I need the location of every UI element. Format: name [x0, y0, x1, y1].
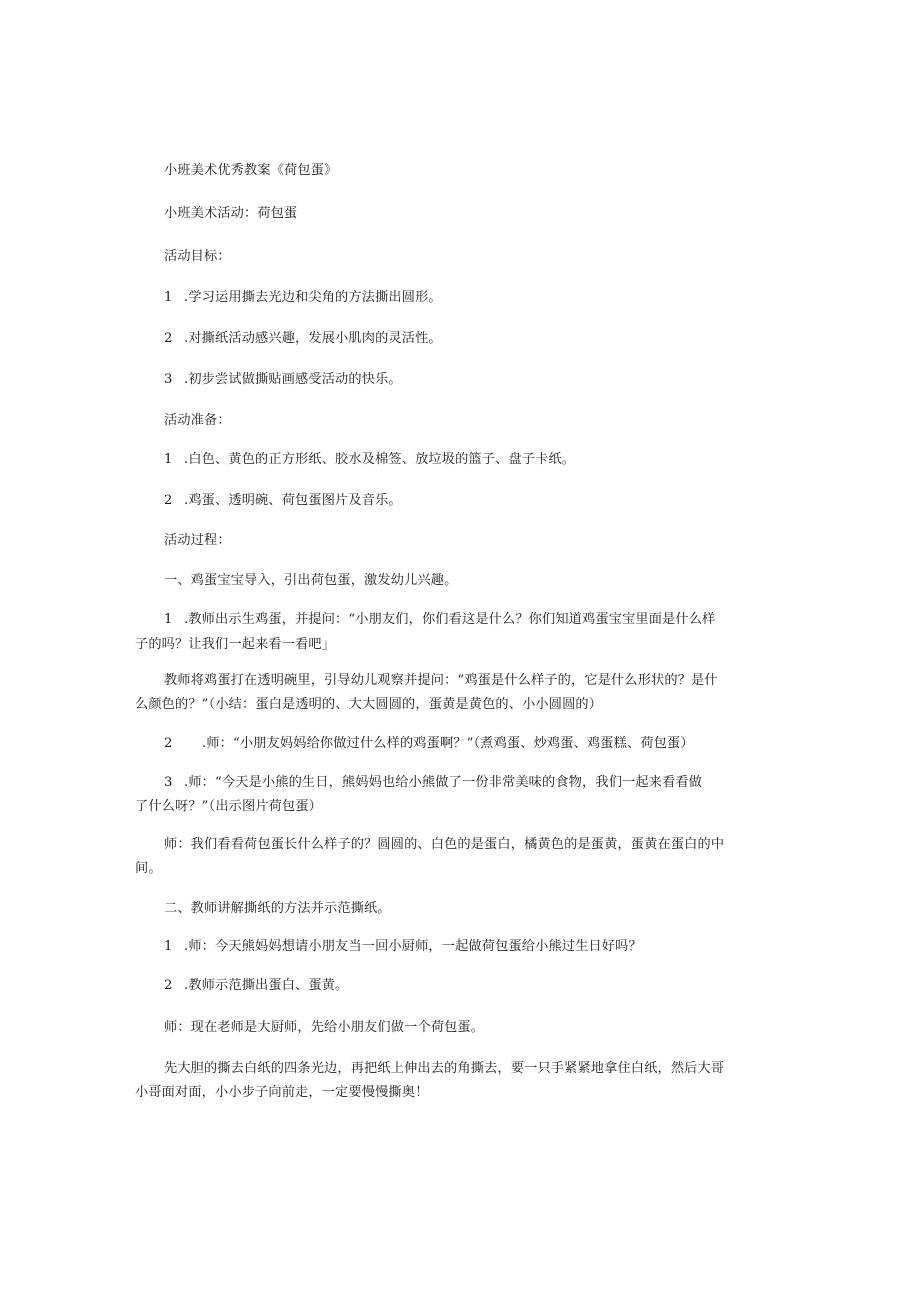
prep-text: .鸡蛋、透明碗、荷包蛋图片及音乐。 — [184, 493, 402, 508]
s1-paragraph-line1: 教师将鸡蛋打在透明碗里，引导幼儿观察并提问：“鸡蛋是什么样子的，它是什么形状的？是什 — [164, 673, 718, 688]
goal-text: .学习运用撕去光边和尖角的方法撕出圆形。 — [184, 290, 442, 305]
s1-item3-line1 — [164, 769, 702, 796]
goals-heading: 活动目标： — [164, 249, 231, 264]
s1-item3-text: .师：“今天是小熊的生日，熊妈妈也给小熊做了一份非常美味的食物，我们一起来看看做 — [184, 775, 703, 790]
s1-item1-text: .教师出示生鸡蛋，并提问：“小朋友们，你们看这是什么？你们知道鸡蛋宝宝里面是什么样 — [184, 612, 716, 627]
section1-heading: 一、鸡蛋宝宝导入，引出荷包蛋，激发幼儿兴趣。 — [164, 573, 458, 588]
s1-paragraph-line2: 么颜色的？”（小结：蛋白是透明的、大大圆圆的，蛋黄是黄色的、小小圆圆的） — [135, 697, 603, 712]
s2-item2-text: .教师示范撕出蛋白、蛋黄。 — [184, 978, 349, 993]
process-heading: 活动过程： — [164, 533, 231, 548]
prep-item — [164, 487, 402, 514]
s2-item2 — [164, 972, 348, 999]
goal-number: 2 — [164, 331, 173, 346]
prep-number: 2 — [164, 493, 173, 508]
s1-paragraph2-line2: 间。 — [135, 861, 162, 876]
s1-item2-text: .师：“小朋友妈妈给你做过什么样的鸡蛋啊？”（煮鸡蛋、炒鸡蛋、鸡蛋糕、荷包蛋） — [202, 736, 694, 751]
s1-item3-line2: 了什么呀？”（出示图片荷包蛋） — [135, 799, 323, 814]
s2-paragraph2-line2: 小哥面对面，小小步子向前走，一定要慢慢撕奥！ — [135, 1085, 429, 1100]
s1-item1-number: 1 — [164, 612, 173, 627]
prep-text: .白色、黄色的正方形纸、胶水及棉签、放垃圾的篮子、盘子卡纸。 — [184, 452, 576, 467]
prep-heading: 活动准备： — [164, 413, 231, 428]
s1-item3-number: 3 — [164, 775, 173, 790]
goal-text: .对撕纸活动感兴趣，发展小肌肉的灵活性。 — [184, 331, 442, 346]
s1-item2-number: 2 — [164, 736, 173, 751]
s2-item2-number: 2 — [164, 978, 173, 993]
goal-item — [164, 325, 442, 352]
goal-item — [164, 284, 442, 311]
s1-paragraph2-line1: 师：我们看看荷包蛋长什么样子的？圆圆的、白色的是蛋白，橘黄色的是蛋黄，蛋黄在蛋白的中 — [164, 837, 725, 852]
s2-paragraph1: 师：现在老师是大厨师，先给小朋友们做一个荷包蛋。 — [164, 1020, 485, 1035]
goal-number: 1 — [164, 290, 173, 305]
prep-number: 1 — [164, 452, 173, 467]
s1-item2 — [164, 730, 694, 757]
s2-item1 — [164, 933, 642, 960]
section2-heading: 二、教师讲解撕纸的方法并示范撕纸。 — [164, 901, 391, 916]
s1-item1-line1 — [164, 606, 715, 633]
activity-subtitle: 小班美术活动：荷包蛋 — [164, 206, 298, 221]
s2-item1-text: .师：今天熊妈妈想请小朋友当一回小厨师，一起做荷包蛋给小熊过生日好吗？ — [184, 939, 642, 954]
document-title: 小班美术优秀教案《荷包蛋》 — [164, 163, 338, 178]
s2-item1-number: 1 — [164, 939, 173, 954]
goal-item — [164, 366, 402, 393]
goal-text: .初步尝试做撕贴画感受活动的快乐。 — [184, 372, 402, 387]
goal-number: 3 — [164, 372, 173, 387]
s2-paragraph2-line1: 先大胆的撕去白纸的四条光边，再把纸上伸出去的角撕去，要一只手紧紧地拿住白纸，然后大哥 — [164, 1061, 725, 1076]
prep-item — [164, 446, 575, 473]
s1-item1-line2: 子的吗？让我们一起来看一看吧」 — [135, 637, 336, 652]
